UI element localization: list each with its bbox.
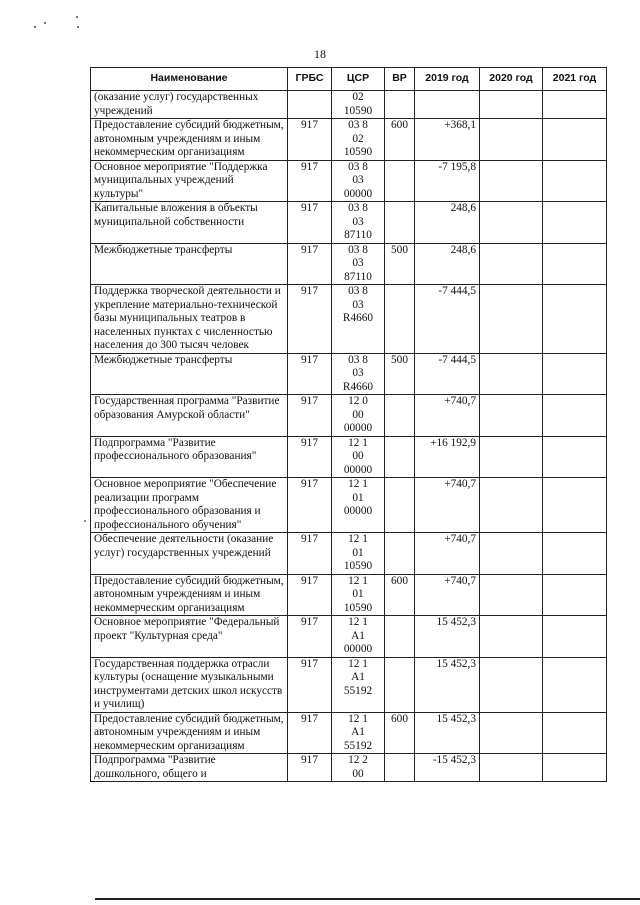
csr-line: 55192 — [343, 739, 373, 752]
row-2019: +740,7 — [415, 395, 480, 437]
csr-line: 03 — [352, 174, 364, 186]
row-csr — [332, 574, 385, 616]
row-vr: 600 — [385, 712, 415, 754]
row-name: Подпрограмма "Развитие профессионального образования" — [91, 436, 288, 478]
bottom-rule — [95, 898, 640, 900]
table-row — [91, 243, 607, 285]
row-2019: +740,7 — [415, 478, 480, 533]
row-csr — [332, 754, 385, 782]
csr-line: 12 1 — [348, 478, 368, 490]
row-2021 — [543, 119, 607, 161]
row-vr — [385, 754, 415, 782]
table-row — [91, 574, 607, 616]
row-csr — [332, 119, 385, 161]
row-2020 — [480, 436, 543, 478]
csr-line: 10590 — [343, 104, 373, 117]
row-2019: +16 192,9 — [415, 436, 480, 478]
row-name: Предоставление субсидий бюджетным, автономным учреждениям и иным некоммерческим организациям — [91, 712, 288, 754]
row-grbs: 917 — [288, 478, 332, 533]
header-csr: ЦСР — [332, 68, 385, 91]
csr-line: 01 — [352, 491, 364, 504]
row-2019: 15 452,3 — [415, 616, 480, 658]
row-grbs: 917 — [288, 353, 332, 395]
csr-line: R4660 — [342, 312, 374, 324]
table-row — [91, 285, 607, 354]
row-2019 — [415, 91, 480, 119]
row-2021 — [543, 712, 607, 754]
row-grbs: 917 — [288, 119, 332, 161]
header-2020: 2020 год — [480, 68, 543, 91]
header-vr: ВР — [385, 68, 415, 91]
margin-mark — [84, 520, 86, 522]
row-csr — [332, 243, 385, 285]
table-row — [91, 657, 607, 712]
csr-line: 12 1 — [348, 657, 368, 670]
row-2020 — [480, 574, 543, 616]
csr-line: 03 — [352, 298, 364, 311]
row-vr — [385, 395, 415, 437]
row-grbs: 917 — [288, 616, 332, 658]
row-grbs: 917 — [288, 574, 332, 616]
row-csr — [332, 285, 385, 354]
row-2020 — [480, 395, 543, 437]
row-name: Поддержка творческой деятельности и укрепление материально-технической базы муниципальных театров в населенных пунктах с численностью населения до 300 тысяч человек — [91, 285, 288, 354]
row-csr — [332, 436, 385, 478]
row-2021 — [543, 202, 607, 244]
csr-line: 03 8 — [348, 119, 368, 131]
row-name: Государственная программа "Развитие образования Амурской области" — [91, 395, 288, 437]
csr-line: A1 — [351, 726, 365, 738]
csr-line: 00000 — [343, 505, 373, 517]
row-2019: 15 452,3 — [415, 657, 480, 712]
csr-line: 12 1 — [348, 616, 368, 628]
csr-line: 12 1 — [348, 574, 368, 587]
row-grbs: 917 — [288, 712, 332, 754]
row-2019: +740,7 — [415, 574, 480, 616]
row-2019: 248,6 — [415, 202, 480, 244]
csr-line: 10590 — [343, 560, 373, 572]
row-csr — [332, 395, 385, 437]
table-row — [91, 353, 607, 395]
row-2020 — [480, 243, 543, 285]
table-row — [91, 712, 607, 754]
table-row — [91, 395, 607, 437]
table-row — [91, 436, 607, 478]
row-vr: 500 — [385, 243, 415, 285]
row-2020 — [480, 478, 543, 533]
row-2019: 248,6 — [415, 243, 480, 285]
row-vr: 500 — [385, 353, 415, 395]
csr-line: 55192 — [343, 684, 373, 697]
row-2021 — [543, 243, 607, 285]
row-2020 — [480, 119, 543, 161]
scan-specks — [30, 14, 90, 36]
table-body — [91, 91, 607, 782]
row-grbs: 917 — [288, 533, 332, 575]
row-vr — [385, 285, 415, 354]
csr-line: 12 1 — [348, 712, 368, 725]
csr-line: 00000 — [343, 643, 373, 655]
row-2021 — [543, 616, 607, 658]
csr-line: 10590 — [343, 146, 373, 158]
row-2021 — [543, 160, 607, 202]
table-row — [91, 616, 607, 658]
row-vr: 600 — [385, 119, 415, 161]
table-row — [91, 533, 607, 575]
csr-line: 00000 — [343, 422, 373, 434]
row-2020 — [480, 657, 543, 712]
row-csr — [332, 202, 385, 244]
table-row — [91, 160, 607, 202]
row-2020 — [480, 353, 543, 395]
csr-line: 02 — [352, 132, 364, 145]
csr-line: 12 1 — [348, 436, 368, 449]
csr-line: 03 8 — [348, 285, 368, 297]
csr-line: 10590 — [343, 601, 373, 614]
row-vr: 600 — [385, 574, 415, 616]
csr-line: R4660 — [342, 380, 374, 393]
row-2021 — [543, 574, 607, 616]
csr-line: 00000 — [343, 187, 373, 200]
row-2021 — [543, 353, 607, 395]
row-2019: +740,7 — [415, 533, 480, 575]
csr-line: 12 2 — [348, 754, 368, 766]
row-2019: -7 444,5 — [415, 353, 480, 395]
row-2020 — [480, 91, 543, 119]
row-2020 — [480, 533, 543, 575]
row-csr — [332, 616, 385, 658]
csr-line: 87110 — [344, 270, 372, 283]
row-name: Основное мероприятие "Федеральный проект "Культурная среда" — [91, 616, 288, 658]
row-vr — [385, 616, 415, 658]
row-vr — [385, 533, 415, 575]
csr-line: 01 — [352, 588, 364, 600]
row-csr — [332, 657, 385, 712]
budget-table — [90, 67, 607, 782]
csr-line: 03 — [352, 215, 364, 228]
row-grbs: 917 — [288, 657, 332, 712]
row-grbs: 917 — [288, 243, 332, 285]
csr-line: 12 1 — [348, 533, 368, 545]
row-vr — [385, 657, 415, 712]
row-csr — [332, 91, 385, 119]
row-csr — [332, 533, 385, 575]
row-csr — [332, 712, 385, 754]
csr-line: 01 — [352, 546, 364, 559]
row-2019: -15 452,3 — [415, 754, 480, 782]
csr-line: 02 — [352, 91, 364, 103]
csr-line: 03 8 — [348, 353, 368, 366]
row-vr — [385, 202, 415, 244]
row-grbs: 917 — [288, 754, 332, 782]
csr-line: A1 — [351, 671, 365, 683]
csr-line: 12 0 — [348, 395, 368, 407]
csr-line: 03 8 — [348, 243, 368, 256]
row-csr — [332, 353, 385, 395]
table-row — [91, 202, 607, 244]
page-number: 18 — [314, 47, 326, 61]
row-2019: -7 195,8 — [415, 160, 480, 202]
csr-line: 00 — [352, 767, 364, 780]
row-name: Предоставление субсидий бюджетным, автономным учреждениям и иным некоммерческим организациям — [91, 119, 288, 161]
row-name: Государственная поддержка отрасли культуры (оснащение музыкальными инструментами детских школ искусств и училищ) — [91, 657, 288, 712]
csr-line: 87110 — [344, 229, 372, 241]
row-2019: +368,1 — [415, 119, 480, 161]
row-2021 — [543, 395, 607, 437]
row-2019: -7 444,5 — [415, 285, 480, 354]
row-2021 — [543, 478, 607, 533]
row-2020 — [480, 202, 543, 244]
row-csr — [332, 478, 385, 533]
row-2021 — [543, 91, 607, 119]
row-2019: 15 452,3 — [415, 712, 480, 754]
row-grbs — [288, 91, 332, 119]
csr-line: A1 — [351, 629, 365, 642]
csr-line: 03 8 — [348, 202, 368, 214]
row-name: Межбюджетные трансферты — [91, 243, 288, 285]
row-2020 — [480, 712, 543, 754]
row-2021 — [543, 285, 607, 354]
row-grbs: 917 — [288, 285, 332, 354]
row-2020 — [480, 285, 543, 354]
row-grbs: 917 — [288, 436, 332, 478]
row-name: Основное мероприятие "Обеспечение реализации программ профессионального образования и профессионального обучения" — [91, 478, 288, 533]
row-2020 — [480, 160, 543, 202]
row-vr — [385, 436, 415, 478]
row-grbs: 917 — [288, 202, 332, 244]
table-row — [91, 754, 607, 782]
row-grbs: 917 — [288, 160, 332, 202]
header-2021: 2021 год — [543, 68, 607, 91]
row-name: Подпрограмма "Развитие дошкольного, общего и — [91, 754, 288, 782]
row-csr — [332, 160, 385, 202]
table-header-row — [91, 68, 607, 91]
row-vr — [385, 160, 415, 202]
header-grbs: ГРБС — [288, 68, 332, 91]
row-2021 — [543, 533, 607, 575]
row-name: Основное мероприятие "Поддержка муниципальных учреждений культуры" — [91, 160, 288, 202]
row-2021 — [543, 436, 607, 478]
table-row — [91, 478, 607, 533]
csr-line: 00000 — [343, 463, 373, 476]
csr-line: 00 — [352, 450, 364, 462]
row-2020 — [480, 616, 543, 658]
row-2021 — [543, 657, 607, 712]
row-grbs: 917 — [288, 395, 332, 437]
row-vr — [385, 478, 415, 533]
row-2021 — [543, 754, 607, 782]
row-vr — [385, 91, 415, 119]
row-name: Предоставление субсидий бюджетным, автономным учреждениям и иным некоммерческим организациям — [91, 574, 288, 616]
csr-line: 03 — [352, 367, 364, 379]
row-name: Капитальные вложения в объекты муниципальной собственности — [91, 202, 288, 244]
row-name: Межбюджетные трансферты — [91, 353, 288, 395]
csr-line: 03 — [352, 257, 364, 269]
table-row — [91, 119, 607, 161]
csr-line: 00 — [352, 408, 364, 421]
header-name: Наименование — [91, 68, 288, 91]
csr-line: 03 8 — [348, 160, 368, 173]
row-name: (оказание услуг) государственных учреждений — [91, 91, 288, 119]
row-2020 — [480, 754, 543, 782]
header-2019: 2019 год — [415, 68, 480, 91]
table-row — [91, 91, 607, 119]
row-name: Обеспечение деятельности (оказание услуг) государственных учреждений — [91, 533, 288, 575]
